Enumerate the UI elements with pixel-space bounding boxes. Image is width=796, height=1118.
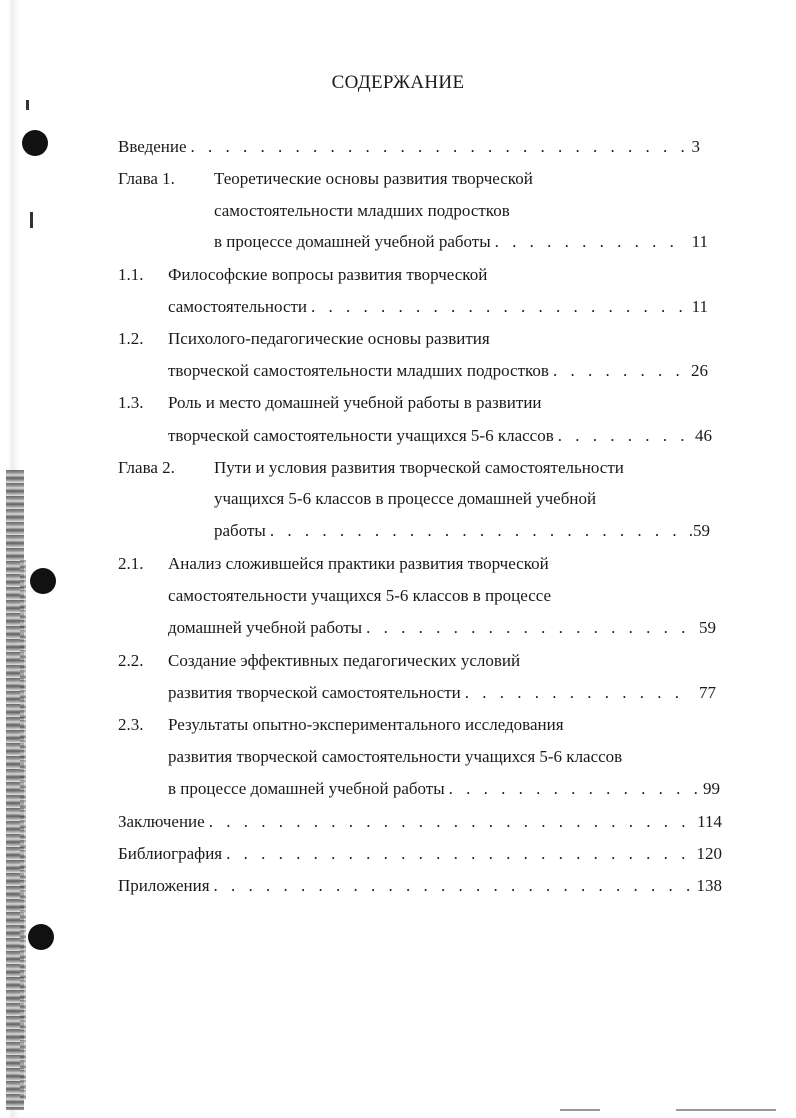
toc-entry-label: творческой самостоятельности учащихся 5-6 классов <box>168 426 554 445</box>
toc-entry-label: Заключение <box>118 812 205 831</box>
toc-page-number: 3 <box>691 137 700 156</box>
toc-entry-line[interactable]: Пути и условия развития творческой самостоятельности <box>214 458 624 477</box>
toc-chapter-number: Глава 1. <box>118 169 175 188</box>
dot-leader <box>270 520 683 542</box>
toc-entry-label: в процессе домашней учебной работы <box>168 779 445 798</box>
page-title: СОДЕРЖАНИЕ <box>331 72 465 93</box>
scan-footer-mark <box>560 1109 600 1111</box>
toc-entry-line[interactable]: Роль и место домашней учебной работы в развитии <box>168 393 542 412</box>
dot-leader <box>209 811 691 833</box>
toc-section-number: 2.2. <box>118 651 144 670</box>
toc-entry-line[interactable]: самостоятельности младших подростков <box>214 201 510 220</box>
toc-entry-section-1-1[interactable] <box>168 296 708 318</box>
punch-hole-middle <box>30 568 56 594</box>
scan-footer-mark <box>676 1109 776 1111</box>
toc-entry-chapter-2[interactable] <box>214 520 710 542</box>
toc-entry-label: работы <box>214 521 266 540</box>
toc-page-number: 59 <box>699 618 716 637</box>
toc-entry-section-1-2[interactable] <box>168 360 708 382</box>
toc-section-number: 2.3. <box>118 715 144 734</box>
toc-entry-line[interactable]: развития творческой самостоятельности учащихся 5-6 классов <box>168 747 623 766</box>
toc-page-number: 11 <box>691 232 708 251</box>
toc-page-number: 99 <box>703 779 720 798</box>
toc-chapter-number: Глава 2. <box>118 458 175 477</box>
toc-entry-label: развития творческой самостоятельности <box>168 683 461 702</box>
toc-entry-section-1-3[interactable] <box>168 425 712 447</box>
toc-entry-label: творческой самостоятельности младших подростков <box>168 361 549 380</box>
dot-leader <box>495 231 686 253</box>
toc-page-number: 26 <box>691 361 708 380</box>
toc-section-number: 1.3. <box>118 393 144 412</box>
dot-leader <box>226 843 690 865</box>
toc-entry-label: домашней учебной работы <box>168 618 363 637</box>
toc-entry-line[interactable]: Анализ сложившейся практики развития творческой <box>168 554 549 573</box>
toc-entry-introduction[interactable] <box>118 136 700 158</box>
dot-leader <box>465 682 693 704</box>
dot-leader <box>366 617 693 639</box>
toc-entry-label: самостоятельности <box>168 297 308 316</box>
dot-leader <box>553 360 685 382</box>
toc-page-number: 46 <box>695 426 712 445</box>
toc-entry-label: Библиография <box>118 844 223 863</box>
scan-binding-strip-secondary <box>20 560 26 1100</box>
toc-section-number: 1.2. <box>118 329 144 348</box>
toc-page-number: 114 <box>697 812 722 831</box>
toc-page-number: 138 <box>696 876 722 895</box>
toc-entry-label: в процессе домашней учебной работы <box>214 232 491 251</box>
dot-leader <box>191 136 686 158</box>
toc-entry-label: Приложения <box>118 876 210 895</box>
dot-leader <box>449 778 697 800</box>
punch-hole-top <box>22 130 48 156</box>
toc-entry-line[interactable]: учащихся 5-6 классов в процессе домашней учебной <box>214 489 597 508</box>
toc-entry-section-2-3[interactable] <box>168 778 720 800</box>
toc-page-number: 11 <box>691 297 708 316</box>
toc-entry-line[interactable]: Психолого-педагогические основы развития <box>168 329 490 348</box>
toc-section-number: 1.1. <box>118 265 144 284</box>
toc-entry-line[interactable]: Философские вопросы развития творческой <box>168 265 488 284</box>
dot-leader <box>214 875 691 897</box>
toc-entry-line[interactable]: самостоятельности учащихся 5-6 классов в процессе <box>168 586 552 605</box>
toc-entry-appendices[interactable] <box>118 875 722 897</box>
toc-entry-section-2-1[interactable] <box>168 617 716 639</box>
toc-entry-line[interactable]: Теоретические основы развития творческой <box>214 169 533 188</box>
dot-leader <box>558 425 689 447</box>
toc-entry-line[interactable]: Результаты опытно-экспериментального исследования <box>168 715 564 734</box>
dot-leader <box>311 296 686 318</box>
toc-section-number: 2.1. <box>118 554 144 573</box>
toc-page-number: .59 <box>688 521 710 540</box>
toc-entry-section-2-2[interactable] <box>168 682 716 704</box>
scan-speck <box>26 100 29 110</box>
toc-entry-conclusion[interactable] <box>118 811 722 833</box>
toc-entry-line[interactable]: Создание эффективных педагогических условий <box>168 651 521 670</box>
toc-page-number: 120 <box>696 844 722 863</box>
toc-entry-chapter-1[interactable] <box>214 231 708 253</box>
toc-entry-label: Введение <box>118 137 187 156</box>
scan-speck <box>30 212 33 228</box>
punch-hole-bottom <box>28 924 54 950</box>
toc-page-number: 77 <box>699 683 716 702</box>
toc-entry-bibliography[interactable] <box>118 843 722 865</box>
